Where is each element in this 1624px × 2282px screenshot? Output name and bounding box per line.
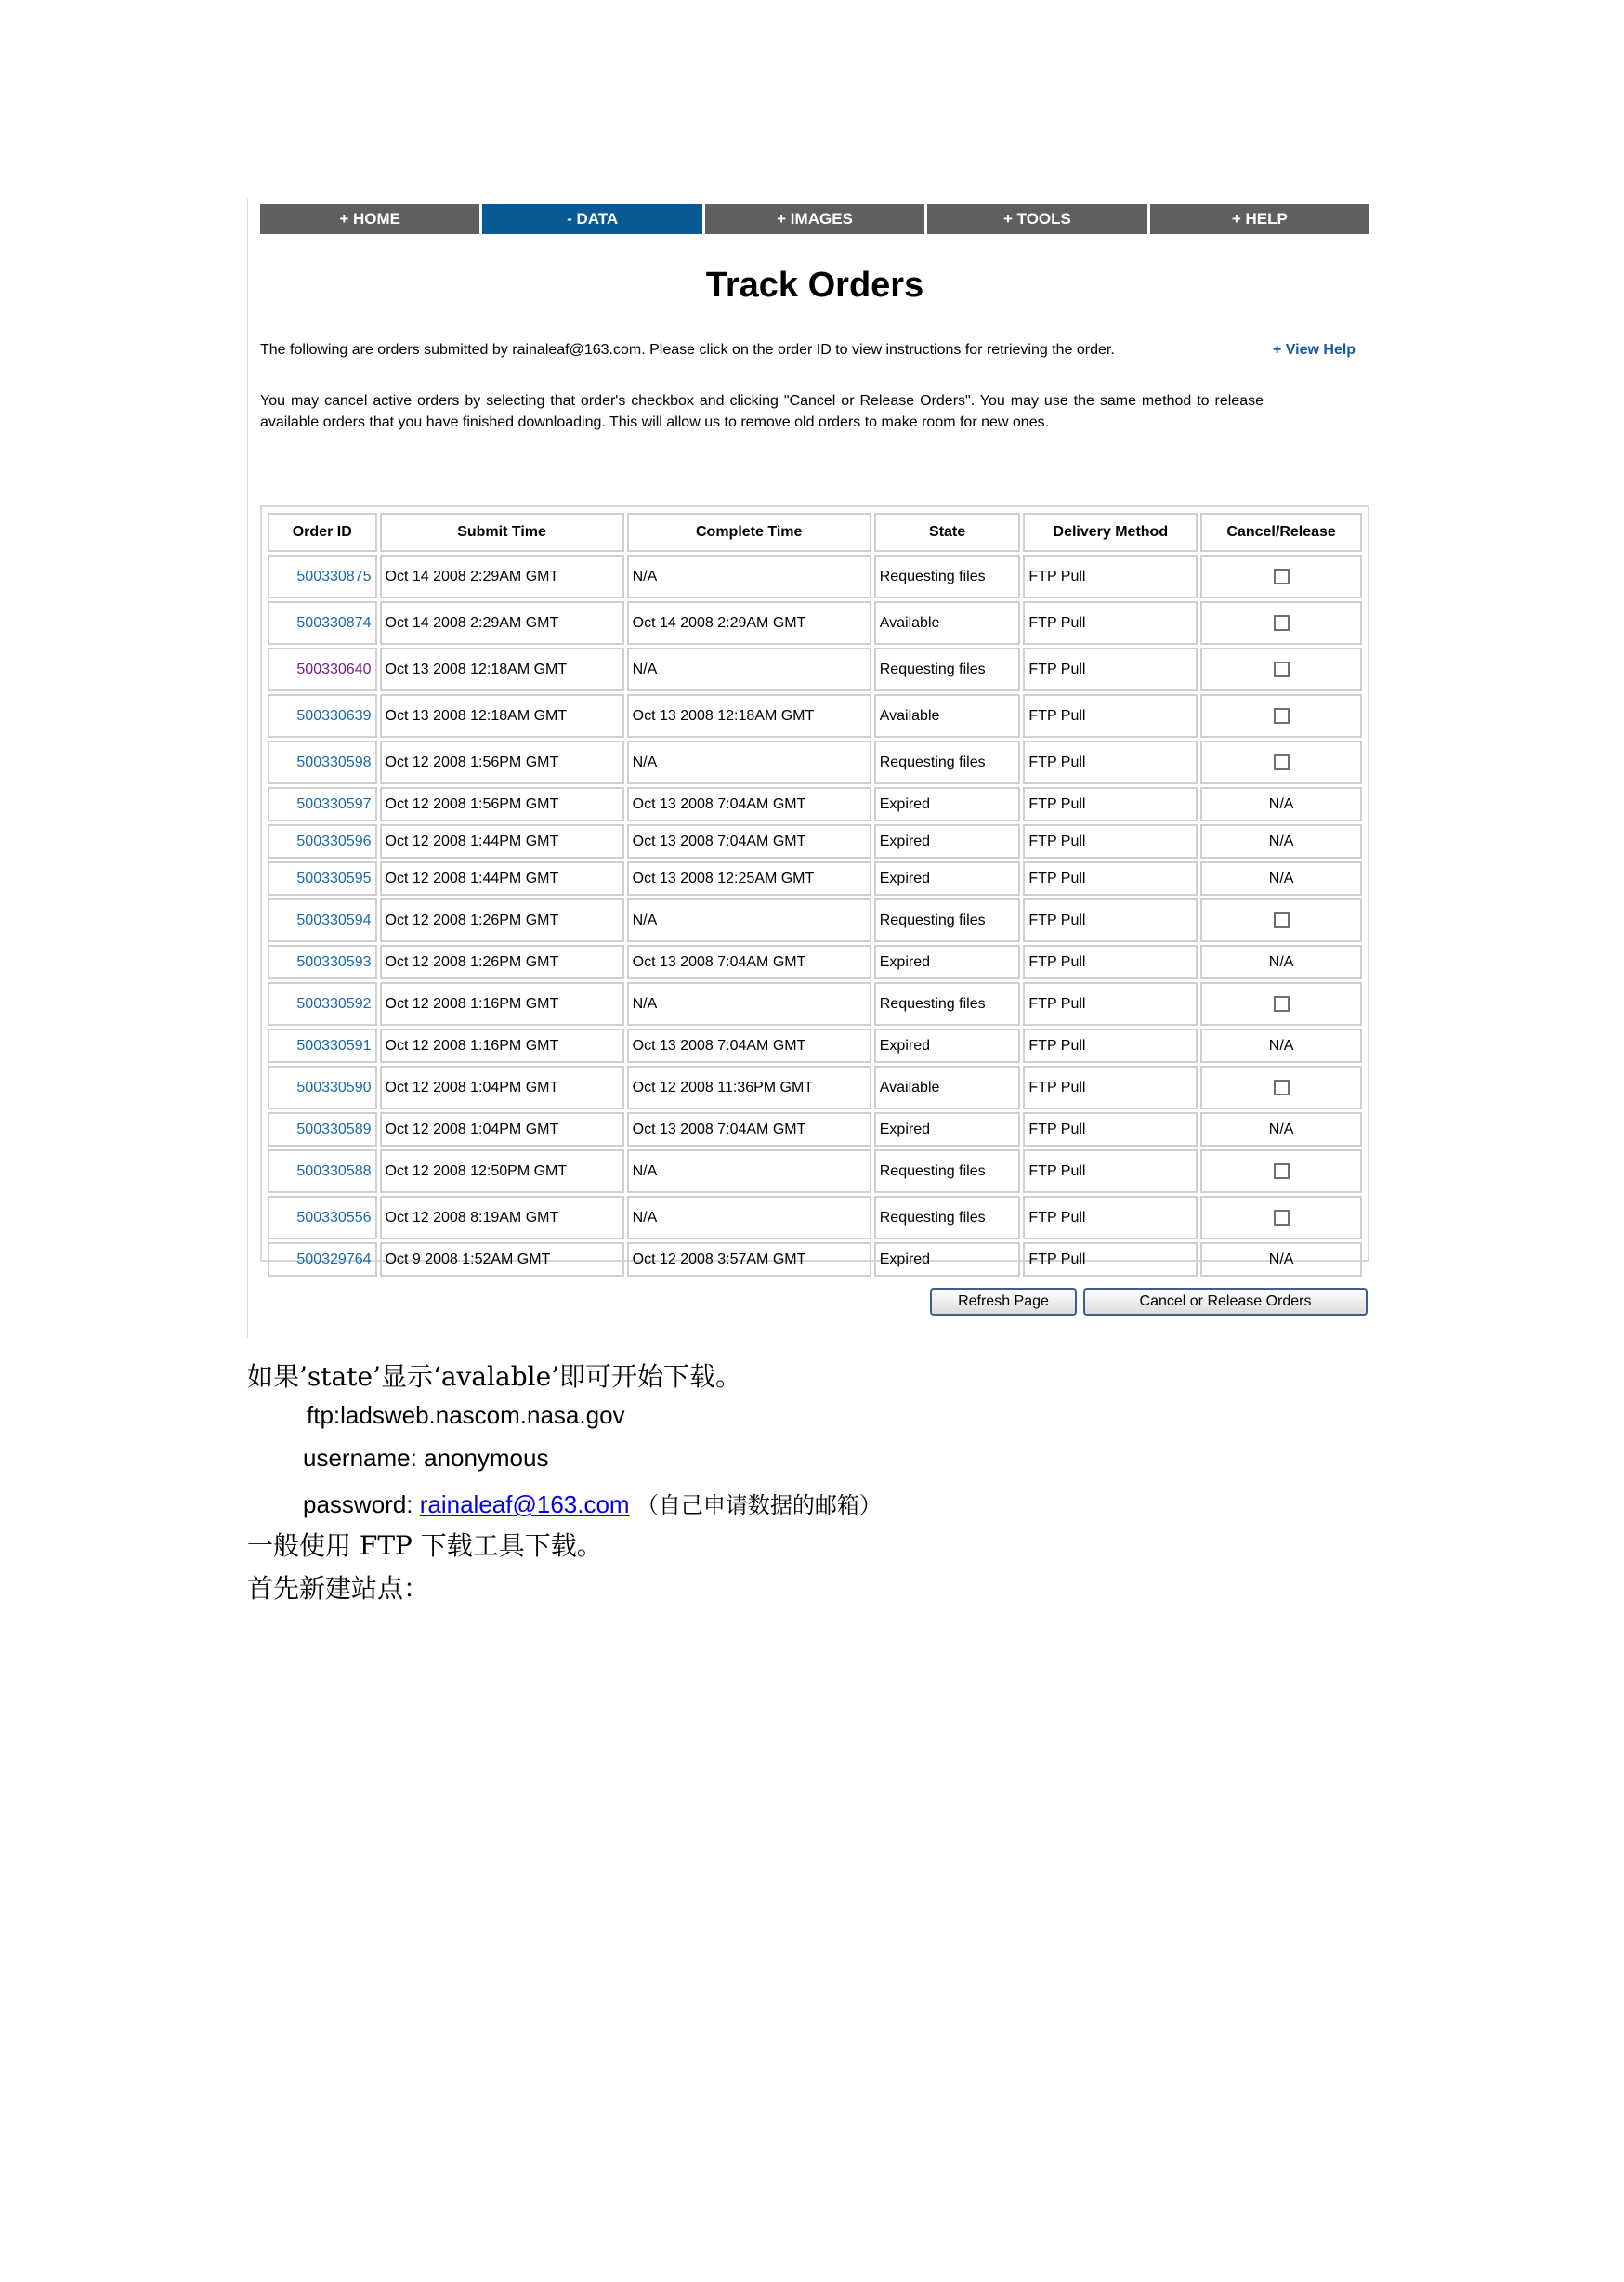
delivery-method-cell: FTP Pull bbox=[1023, 741, 1198, 784]
complete-time-cell: N/A bbox=[627, 741, 871, 784]
order-id-link[interactable]: 500329764 bbox=[268, 1242, 377, 1277]
delivery-method-cell: FTP Pull bbox=[1023, 898, 1198, 942]
submit-time-cell: Oct 13 2008 12:18AM GMT bbox=[380, 694, 624, 738]
submit-time-cell: Oct 12 2008 1:56PM GMT bbox=[380, 787, 624, 821]
cancel-release-cell bbox=[1200, 1149, 1362, 1193]
header-complete-time[interactable]: Complete Time bbox=[627, 513, 871, 552]
state-cell: Available bbox=[874, 601, 1021, 645]
order-id-link[interactable]: 500330639 bbox=[268, 694, 377, 738]
delivery-method-cell: FTP Pull bbox=[1023, 601, 1198, 645]
submit-time-cell: Oct 12 2008 1:44PM GMT bbox=[380, 824, 624, 859]
top-nav bbox=[260, 204, 1369, 234]
delivery-method-cell: FTP Pull bbox=[1023, 555, 1198, 598]
nav-home[interactable]: + HOME bbox=[260, 204, 479, 234]
complete-time-cell: Oct 13 2008 7:04AM GMT bbox=[627, 1029, 871, 1063]
cancel-release-checkbox[interactable] bbox=[1274, 569, 1290, 584]
submit-time-cell: Oct 9 2008 1:52AM GMT bbox=[380, 1242, 624, 1277]
complete-time-cell: N/A bbox=[627, 648, 871, 691]
password-label: password: bbox=[303, 1490, 420, 1518]
doc-ftp-address: ftp:ladsweb.nascom.nasa.gov bbox=[307, 1401, 625, 1429]
header-state[interactable]: State bbox=[874, 513, 1021, 552]
complete-time-cell: Oct 14 2008 2:29AM GMT bbox=[627, 601, 871, 645]
delivery-method-cell: FTP Pull bbox=[1023, 1112, 1198, 1147]
header-delivery-method[interactable]: Delivery Method bbox=[1023, 513, 1198, 552]
cancel-release-cell bbox=[1200, 555, 1362, 598]
submit-time-cell: Oct 12 2008 1:16PM GMT bbox=[380, 982, 624, 1026]
table-row bbox=[268, 648, 1362, 691]
state-cell: Available bbox=[874, 1066, 1021, 1109]
table-row bbox=[268, 945, 1362, 979]
state-cell: Requesting files bbox=[874, 555, 1021, 598]
cancel-release-checkbox[interactable] bbox=[1274, 996, 1290, 1012]
complete-time-cell: Oct 13 2008 7:04AM GMT bbox=[627, 1112, 871, 1147]
delivery-method-cell: FTP Pull bbox=[1023, 1029, 1198, 1063]
complete-time-cell: Oct 13 2008 12:18AM GMT bbox=[627, 694, 871, 738]
order-id-link[interactable]: 500330590 bbox=[268, 1066, 377, 1109]
nav-help[interactable]: + HELP bbox=[1150, 204, 1369, 234]
password-note: （自己申请数据的邮箱） bbox=[635, 1492, 882, 1518]
order-id-link[interactable]: 500330591 bbox=[268, 1029, 377, 1063]
state-cell: Available bbox=[874, 694, 1021, 738]
cancel-release-cell bbox=[1200, 1066, 1362, 1109]
order-id-link[interactable]: 500330589 bbox=[268, 1112, 377, 1147]
table-row bbox=[268, 1242, 1362, 1277]
submit-time-cell: Oct 12 2008 1:04PM GMT bbox=[380, 1066, 624, 1109]
cancel-release-checkbox[interactable] bbox=[1274, 615, 1290, 631]
nav-data[interactable]: - DATA bbox=[482, 204, 701, 234]
delivery-method-cell: FTP Pull bbox=[1023, 1196, 1198, 1239]
header-submit-time[interactable]: Submit Time bbox=[380, 513, 624, 552]
state-cell: Expired bbox=[874, 787, 1021, 821]
delivery-method-cell: FTP Pull bbox=[1023, 982, 1198, 1026]
cancel-release-cell bbox=[1200, 741, 1362, 784]
delivery-method-cell: FTP Pull bbox=[1023, 945, 1198, 979]
order-id-link[interactable]: 500330875 bbox=[268, 555, 377, 598]
complete-time-cell: N/A bbox=[627, 1149, 871, 1193]
cancel-release-na: N/A bbox=[1200, 945, 1362, 979]
cancel-release-na: N/A bbox=[1200, 1029, 1362, 1063]
cancel-release-cell bbox=[1200, 601, 1362, 645]
state-cell: Requesting files bbox=[874, 1196, 1021, 1239]
table-row bbox=[268, 1196, 1362, 1239]
order-id-link[interactable]: 500330588 bbox=[268, 1149, 377, 1193]
submit-time-cell: Oct 12 2008 1:26PM GMT bbox=[380, 898, 624, 942]
complete-time-cell: Oct 13 2008 7:04AM GMT bbox=[627, 787, 871, 821]
cancel-release-cell bbox=[1200, 648, 1362, 691]
delivery-method-cell: FTP Pull bbox=[1023, 694, 1198, 738]
table-row bbox=[268, 824, 1362, 859]
cancel-release-checkbox[interactable] bbox=[1274, 1163, 1290, 1179]
delivery-method-cell: FTP Pull bbox=[1023, 1149, 1198, 1193]
state-cell: Expired bbox=[874, 945, 1021, 979]
order-id-link[interactable]: 500330598 bbox=[268, 741, 377, 784]
order-id-link[interactable]: 500330597 bbox=[268, 787, 377, 821]
table-row bbox=[268, 1112, 1362, 1147]
doc-line-new-site: 首先新建站点： bbox=[247, 1573, 430, 1604]
delivery-method-cell: FTP Pull bbox=[1023, 787, 1198, 821]
table-row bbox=[268, 741, 1362, 784]
complete-time-cell: N/A bbox=[627, 982, 871, 1026]
table-header-row bbox=[268, 513, 1362, 552]
instructions-text: You may cancel active orders by selecting that order's checkbox and clicking "Cancel or Release Orders". You may use the same method to release available orders that you have finished downloading. This will allow us to remove old orders to make room for new ones. bbox=[260, 393, 1264, 430]
state-cell: Requesting files bbox=[874, 982, 1021, 1026]
table-row bbox=[268, 861, 1362, 896]
refresh-page-button[interactable]: Refresh Page bbox=[930, 1288, 1077, 1316]
complete-time-cell: Oct 13 2008 7:04AM GMT bbox=[627, 824, 871, 859]
state-cell: Requesting files bbox=[874, 648, 1021, 691]
submit-time-cell: Oct 14 2008 2:29AM GMT bbox=[380, 555, 624, 598]
doc-line-state: 如果’state’显示‘avalable’即可开始下载。 bbox=[247, 1361, 742, 1392]
complete-time-cell: Oct 12 2008 11:36PM GMT bbox=[627, 1066, 871, 1109]
order-id-link[interactable]: 500330596 bbox=[268, 824, 377, 859]
complete-time-cell: N/A bbox=[627, 898, 871, 942]
submit-time-cell: Oct 12 2008 8:19AM GMT bbox=[380, 1196, 624, 1239]
table-row bbox=[268, 1149, 1362, 1193]
cancel-release-checkbox[interactable] bbox=[1274, 1210, 1290, 1226]
cancel-release-na: N/A bbox=[1200, 861, 1362, 896]
header-order-id[interactable]: Order ID bbox=[268, 513, 377, 552]
submit-time-cell: Oct 12 2008 1:16PM GMT bbox=[380, 1029, 624, 1063]
cancel-release-cell bbox=[1200, 694, 1362, 738]
cancel-release-cell bbox=[1200, 898, 1362, 942]
table-row bbox=[268, 1029, 1362, 1063]
cancel-release-checkbox[interactable] bbox=[1274, 662, 1290, 677]
state-cell: Expired bbox=[874, 824, 1021, 859]
delivery-method-cell: FTP Pull bbox=[1023, 1242, 1198, 1277]
cancel-release-checkbox[interactable] bbox=[1274, 1080, 1290, 1095]
submit-time-cell: Oct 12 2008 1:26PM GMT bbox=[380, 945, 624, 979]
submit-time-cell: Oct 12 2008 12:50PM GMT bbox=[380, 1149, 624, 1193]
delivery-method-cell: FTP Pull bbox=[1023, 824, 1198, 859]
state-cell: Requesting files bbox=[874, 741, 1021, 784]
cancel-release-orders-button[interactable]: Cancel or Release Orders bbox=[1083, 1288, 1368, 1316]
cancel-release-na: N/A bbox=[1200, 1242, 1362, 1277]
cancel-release-checkbox[interactable] bbox=[1274, 912, 1290, 928]
order-id-link[interactable]: 500330556 bbox=[268, 1196, 377, 1239]
submit-time-cell: Oct 12 2008 1:56PM GMT bbox=[380, 741, 624, 784]
delivery-method-cell: FTP Pull bbox=[1023, 1066, 1198, 1109]
cancel-release-cell bbox=[1200, 1196, 1362, 1239]
doc-password-line bbox=[303, 1487, 882, 1519]
orders-table bbox=[265, 510, 1365, 1279]
complete-time-cell: N/A bbox=[627, 555, 871, 598]
order-id-link[interactable]: 500330874 bbox=[268, 601, 377, 645]
cancel-release-cell bbox=[1200, 982, 1362, 1026]
delivery-method-cell: FTP Pull bbox=[1023, 648, 1198, 691]
orders-table-body bbox=[268, 555, 1362, 1277]
page-title: Track Orders bbox=[705, 266, 924, 305]
table-row bbox=[268, 982, 1362, 1026]
order-id-link[interactable]: 500330593 bbox=[268, 945, 377, 979]
submit-time-cell: Oct 12 2008 1:04PM GMT bbox=[380, 1112, 624, 1147]
complete-time-cell: Oct 13 2008 7:04AM GMT bbox=[627, 945, 871, 979]
state-cell: Expired bbox=[874, 1029, 1021, 1063]
delivery-method-cell: FTP Pull bbox=[1023, 861, 1198, 896]
view-help-link[interactable]: + View Help bbox=[1273, 342, 1356, 358]
orders-table-container bbox=[260, 505, 1369, 1267]
state-cell: Expired bbox=[874, 1242, 1021, 1277]
submit-time-cell: Oct 13 2008 12:18AM GMT bbox=[380, 648, 624, 691]
cancel-release-na: N/A bbox=[1200, 824, 1362, 859]
complete-time-cell: N/A bbox=[627, 1196, 871, 1239]
table-row bbox=[268, 898, 1362, 942]
table-row bbox=[268, 555, 1362, 598]
header-cancel-release[interactable]: Cancel/Release bbox=[1200, 513, 1362, 552]
cancel-release-na: N/A bbox=[1200, 1112, 1362, 1147]
table-row bbox=[268, 694, 1362, 738]
table-row bbox=[268, 1066, 1362, 1109]
complete-time-cell: Oct 12 2008 3:57AM GMT bbox=[627, 1242, 871, 1277]
cancel-release-checkbox[interactable] bbox=[1274, 754, 1290, 770]
state-cell: Expired bbox=[874, 861, 1021, 896]
state-cell: Requesting files bbox=[874, 898, 1021, 942]
state-cell: Expired bbox=[874, 1112, 1021, 1147]
nav-images[interactable]: + IMAGES bbox=[705, 204, 924, 234]
submit-time-cell: Oct 14 2008 2:29AM GMT bbox=[380, 601, 624, 645]
order-id-link[interactable]: 500330592 bbox=[268, 982, 377, 1026]
doc-line-ftp-tool: 一般使用 FTP 下载工具下载。 bbox=[247, 1530, 603, 1561]
state-cell: Requesting files bbox=[874, 1149, 1021, 1193]
table-row bbox=[268, 787, 1362, 821]
complete-time-cell: Oct 13 2008 12:25AM GMT bbox=[627, 861, 871, 896]
order-id-link[interactable]: 500330595 bbox=[268, 861, 377, 896]
password-email-link[interactable]: rainaleaf@163.com bbox=[419, 1490, 630, 1518]
intro-text: The following are orders submitted by rainaleaf@163.com. Please click on the order ID to view instructions for retrieving the order. bbox=[260, 342, 1115, 358]
cancel-release-checkbox[interactable] bbox=[1274, 708, 1290, 724]
order-id-link[interactable]: 500330594 bbox=[268, 898, 377, 942]
table-row bbox=[268, 601, 1362, 645]
cancel-release-na: N/A bbox=[1200, 787, 1362, 821]
doc-username: username: anonymous bbox=[303, 1444, 549, 1472]
submit-time-cell: Oct 12 2008 1:44PM GMT bbox=[380, 861, 624, 896]
order-id-link[interactable]: 500330640 bbox=[268, 648, 377, 691]
nav-tools[interactable]: + TOOLS bbox=[927, 204, 1146, 234]
